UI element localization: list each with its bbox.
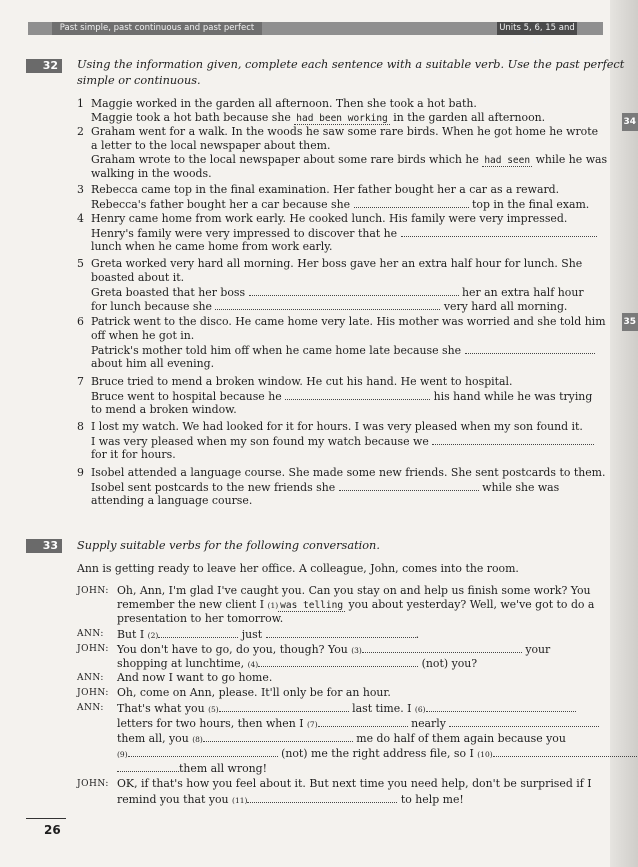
- ann-line-2: But I (2) just .: [117, 628, 420, 641]
- item-1-answer-line: Maggie took a hot bath because she had been working in the garden all afternoon.: [91, 111, 546, 124]
- john-line-3b: shopping at lunchtime, (4) (not) you?: [117, 657, 478, 670]
- blank-11[interactable]: [247, 792, 397, 803]
- ann-line-6: That's what you (5) last time. I (6): [117, 701, 576, 717]
- item-number: 4: [77, 212, 84, 225]
- john-line-7b: remind you that you (11) to help me!: [117, 793, 464, 806]
- blank-5[interactable]: [219, 701, 349, 712]
- john-line-7: OK, if that's how you feel about it. But next time you need help, don't be surprised if I: [117, 777, 592, 790]
- item-7-answer-cont: to mend a broken window.: [91, 403, 237, 416]
- item-number: 6: [77, 315, 84, 328]
- john-line-3: You don't have to go, do you, though? You (3) your: [117, 643, 551, 656]
- ann-line-6e: them all wrong!: [117, 761, 267, 776]
- header-topic: Past simple, past continuous and past perfect: [52, 22, 262, 35]
- blank-10b[interactable]: [117, 761, 179, 772]
- item-1-prompt: Maggie worked in the garden all afternoon. Then she took a hot bath.: [91, 97, 477, 110]
- blank-9[interactable]: [128, 746, 278, 757]
- page-number: 26: [44, 823, 61, 837]
- item-9-prompt: Isobel attended a language course. She made some new friends. She sent postcards to them.: [91, 466, 606, 479]
- exercise-33-instruction: Supply suitable verbs for the following conversation.: [77, 539, 380, 552]
- blank-2b[interactable]: [266, 627, 416, 638]
- exercise-33-badge: 33: [26, 539, 62, 553]
- item-number: 5: [77, 257, 84, 270]
- exercise-33-intro: Ann is getting ready to leave her office. A colleague, John, comes into the room.: [77, 562, 519, 575]
- item-2-answer-line: Graham wrote to the local newspaper about some rare birds which he had seen while he was: [91, 153, 608, 166]
- item-7-blank[interactable]: [285, 389, 430, 400]
- blank-4[interactable]: [258, 656, 418, 667]
- speaker-ann: ANN:: [77, 703, 104, 713]
- blank-6[interactable]: [426, 701, 576, 712]
- item-4-blank[interactable]: [401, 226, 597, 237]
- item-1-answer[interactable]: had been working: [296, 113, 388, 124]
- exercise-32-badge: 32: [26, 59, 62, 73]
- item-5-blank-a[interactable]: [249, 285, 459, 296]
- item-6-answer-cont: about him all evening.: [91, 357, 215, 370]
- header-units: Units 5, 6, 15 and 16: [497, 22, 577, 35]
- blank-7b[interactable]: [449, 716, 599, 727]
- ann-line-6b: letters for two hours, then when I (7) nearly: [117, 716, 599, 732]
- ann-line-6d: (9) (not) me the right address file, so I (10): [117, 746, 638, 762]
- item-7-answer-line: Bruce went to hospital because he his hand while he was trying: [91, 390, 593, 403]
- item-number: 2: [77, 125, 84, 138]
- item-3-prompt: Rebecca came top in the final examination. Her father bought her a car as a reward.: [91, 183, 560, 196]
- item-4-answer-cont: lunch when he came home from work early.: [91, 240, 333, 253]
- item-4-answer-line: Henry's family were very impressed to discover that he: [91, 226, 597, 241]
- john-line-5: Oh, come on Ann, please. It'll only be for an hour.: [117, 686, 391, 699]
- item-2-prompt-cont: a letter to the local newspaper about them.: [91, 139, 331, 152]
- item-6-prompt: Patrick went to the disco. He came home very late. His mother was worried and she told him: [91, 315, 606, 328]
- blank-2a[interactable]: [158, 627, 238, 638]
- side-tab-34: 34: [622, 113, 638, 131]
- item-8-prompt: I lost my watch. We had looked for it for hours. I was very pleased when my son found it.: [91, 420, 583, 433]
- item-2-answer[interactable]: had seen: [484, 155, 531, 166]
- item-3-blank[interactable]: [354, 197, 469, 208]
- john-line-1c: presentation to her tomorrow.: [117, 612, 284, 625]
- item-2-prompt: Graham went for a walk. In the woods he saw some rare birds. When he got home he wrote: [91, 125, 599, 138]
- speaker-john: JOHN:: [77, 644, 109, 654]
- item-8-blank[interactable]: [432, 434, 594, 445]
- ann-line-4: And now I want to go home.: [117, 671, 273, 684]
- item-8-answer-line: I was very pleased when my son found my watch because we: [91, 434, 594, 449]
- item-number: 1: [77, 97, 84, 110]
- speaker-john: JOHN:: [77, 688, 109, 698]
- item-6-prompt-cont: off when he got in.: [91, 329, 195, 342]
- item-9-blank[interactable]: [339, 480, 479, 491]
- item-5-prompt: Greta worked very hard all morning. Her boss gave her an extra half hour for lunch. She: [91, 257, 583, 270]
- item-9-answer-cont: attending a language course.: [91, 494, 253, 507]
- item-8-answer-cont: for it for hours.: [91, 448, 176, 461]
- john-line-1b: remember the new client I (1) was telling you about yesterday? Well, we've got to do a: [117, 598, 595, 611]
- blank-1-answer[interactable]: was telling: [280, 600, 344, 611]
- item-6-blank[interactable]: [465, 343, 595, 354]
- side-tab-35: 35: [622, 313, 638, 331]
- item-number: 8: [77, 420, 84, 433]
- item-5-answer-line-2: for lunch because she very hard all morning.: [91, 300, 568, 313]
- blank-8[interactable]: [203, 731, 353, 742]
- blank-10[interactable]: [493, 746, 638, 757]
- item-5-answer-line: Greta boasted that her boss her an extra half hour: [91, 286, 584, 299]
- blank-3[interactable]: [362, 642, 522, 653]
- speaker-john: JOHN:: [77, 779, 109, 789]
- item-number: 7: [77, 375, 84, 388]
- item-number: 9: [77, 466, 84, 479]
- item-6-answer-line: Patrick's mother told him off when he came home late because she: [91, 343, 595, 358]
- footer-rule: [26, 818, 66, 819]
- speaker-ann: ANN:: [77, 673, 104, 683]
- item-3-answer-line: Rebecca's father bought her a car because she top in the final exam.: [91, 198, 590, 211]
- item-5-prompt-cont: boasted about it.: [91, 271, 185, 284]
- john-line-1: Oh, Ann, I'm glad I've caught you. Can you stay on and help us finish some work? You: [117, 584, 591, 597]
- exercise-32-instruction: Using the information given, complete each sentence with a suitable verb. Use the past perfect: [77, 58, 625, 71]
- blank-7[interactable]: [318, 716, 408, 727]
- item-4-prompt: Henry came home from work early. He cooked lunch. His family were very impressed.: [91, 212, 568, 225]
- item-number: 3: [77, 183, 84, 196]
- item-2-answer-cont: walking in the woods.: [91, 167, 212, 180]
- speaker-john: JOHN:: [77, 586, 109, 596]
- item-7-prompt: Bruce tried to mend a broken window. He cut his hand. He went to hospital.: [91, 375, 513, 388]
- item-5-blank-b[interactable]: [215, 299, 440, 310]
- ann-line-6c: them all, you (8) me do half of them again because you: [117, 732, 566, 745]
- speaker-ann: ANN:: [77, 629, 104, 639]
- item-9-answer-line: Isobel sent postcards to the new friends she while she was: [91, 481, 560, 494]
- exercise-32-instruction-cont: simple or continuous.: [77, 74, 201, 87]
